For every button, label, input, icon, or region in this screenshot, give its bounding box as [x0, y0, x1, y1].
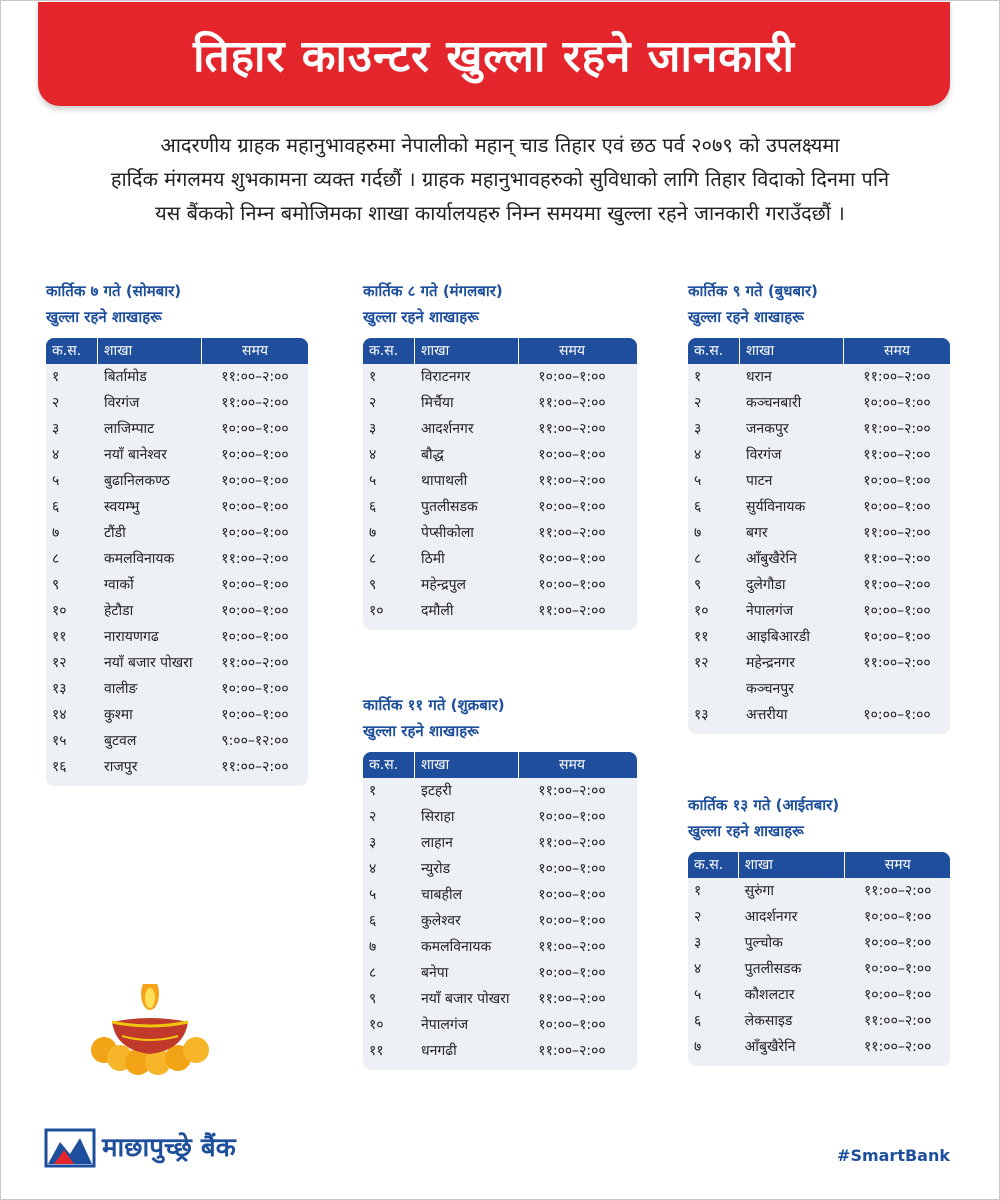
branch-table [688, 338, 950, 734]
table-row [363, 520, 637, 546]
cell-branch: राजपुर [104, 759, 138, 775]
table-row [46, 442, 308, 468]
cell-time: १०:००–१:०० [538, 1017, 606, 1033]
table-row [363, 960, 637, 986]
cell-time: ११:००–२:०० [863, 525, 931, 541]
cell-time: १०:००–१:०० [221, 707, 289, 723]
cell-branch: लाजिम्पाट [104, 421, 155, 437]
cell-serial: ८ [369, 965, 377, 981]
header-branch: शाखा [415, 752, 519, 778]
header-time: समय [242, 343, 268, 359]
cell-time: ११:००–२:०० [538, 603, 606, 619]
cell-serial: १२ [694, 655, 709, 671]
cell-branch: कौशलटार [744, 987, 795, 1003]
cell-serial: ५ [694, 473, 702, 489]
table-row [46, 728, 308, 754]
header-time: समय [884, 857, 911, 873]
cell-time: ११:००–२:०० [863, 447, 931, 463]
cell-time: १०:००–१:०० [221, 629, 289, 645]
cell-time: १०:००–१:०० [221, 577, 289, 593]
cell-branch: आँबुखैरेनि [746, 551, 797, 567]
cell-serial: २ [694, 909, 702, 925]
branch-table [688, 852, 950, 1066]
schedule-subheading: खुल्ला रहने शाखाहरू [46, 308, 162, 326]
header-branch: शाखा [739, 852, 846, 878]
cell-branch: नारायणगढ [104, 629, 159, 645]
cell-serial: २ [369, 395, 377, 411]
schedule-subheading: खुल्ला रहने शाखाहरू [363, 722, 479, 740]
table-row [688, 520, 950, 546]
table-row [363, 572, 637, 598]
cell-branch: आदर्शनगर [421, 421, 474, 437]
cell-branch: धरान [746, 369, 772, 385]
cell-serial: ९ [369, 991, 377, 1007]
schedule-day-heading: कार्तिक ८ गते (मंगलबार) [363, 282, 503, 300]
cell-time: १०:००–१:०० [864, 961, 932, 977]
table-row [363, 830, 637, 856]
table-row [363, 1012, 637, 1038]
cell-branch: बगर [746, 525, 768, 541]
table-row [363, 416, 637, 442]
cell-time: १०:००–१:०० [538, 369, 606, 385]
cell-time: ११:००–२:०० [221, 369, 289, 385]
schedule-kartik-9 [688, 278, 950, 734]
cell-branch: दमौली [421, 603, 454, 619]
cell-branch: कमलविनायक [421, 939, 492, 955]
table-row [363, 468, 637, 494]
cell-time: ११:००–२:०० [538, 939, 606, 955]
cell-serial: २ [694, 395, 702, 411]
schedule-kartik-8 [363, 278, 637, 630]
cell-branch: चाबहील [421, 887, 463, 903]
bank-name: माछापुच्छ्रे बैंक [102, 1133, 236, 1163]
cell-serial: ३ [52, 421, 60, 437]
table-row [688, 624, 950, 650]
intro-line: आदरणीय ग्राहक महानुभावहरुमा नेपालीको महान् चाड तिहार एवं छठ पर्व २०७९ को उपलक्ष्यमा [160, 133, 840, 157]
cell-serial: १६ [52, 759, 67, 775]
cell-time: ११:००–२:०० [864, 883, 932, 899]
cell-time: १०:००–१:०० [863, 395, 931, 411]
cell-time: १०:००–१:०० [538, 577, 606, 593]
table-row [46, 364, 308, 390]
cell-time: ११:००–२:०० [538, 473, 606, 489]
cell-time: १०:००–१:०० [863, 603, 931, 619]
table-row [46, 754, 308, 780]
cell-serial: १ [694, 369, 702, 385]
table-row [363, 882, 637, 908]
table-row [46, 598, 308, 624]
cell-serial: ७ [694, 1039, 702, 1055]
cell-time: ९:००–१२:०० [221, 733, 289, 749]
cell-time: १०:००–१:०० [538, 913, 606, 929]
header-time: समय [884, 343, 910, 359]
cell-branch: महेन्द्रनगर कञ्चनपुर [746, 655, 795, 697]
cell-branch: बुढानिलकण्ठ [104, 473, 170, 489]
cell-serial: १२ [52, 655, 67, 671]
schedule-day-heading: कार्तिक ७ गते (सोमबार) [46, 282, 182, 300]
table-row [688, 878, 950, 904]
cell-branch: आदर्शनगर [744, 909, 798, 925]
cell-serial: १५ [52, 733, 67, 749]
table-row [688, 1034, 950, 1060]
cell-serial: १ [52, 369, 60, 385]
intro-line: यस बैंकको निम्न बमोजिमका शाखा कार्यालयहरु निम्न समयमा खुल्ला रहने जानकारी गराउँदछौं । [155, 201, 845, 225]
cell-time: १०:००–१:०० [864, 987, 932, 1003]
cell-serial: १ [369, 369, 377, 385]
cell-time: ११:००–२:०० [863, 421, 931, 437]
cell-branch: थापाथली [421, 473, 468, 489]
table-row [688, 494, 950, 520]
table-row [688, 1008, 950, 1034]
cell-serial: ३ [694, 421, 702, 437]
table-row [688, 650, 950, 702]
cell-branch: लाहान [421, 835, 453, 851]
cell-serial: २ [52, 395, 60, 411]
cell-branch: अत्तरीया [746, 707, 788, 723]
cell-serial: १० [52, 603, 67, 619]
cell-branch: पुतलीसडक [421, 499, 478, 515]
table-row [363, 856, 637, 882]
schedule-day-heading: कार्तिक ११ गते (शुक्रबार) [363, 696, 505, 714]
cell-time: १०:००–१:०० [221, 421, 289, 437]
cell-branch: ग्वार्को [104, 577, 134, 593]
cell-time: ११:००–२:०० [864, 1039, 932, 1055]
cell-branch: नयाँ बानेश्वर [104, 447, 167, 463]
cell-serial: ४ [369, 447, 377, 463]
table-header [688, 852, 950, 878]
cell-serial: १३ [52, 681, 67, 697]
cell-time: १०:००–१:०० [863, 473, 931, 489]
cell-serial: ३ [694, 935, 702, 951]
table-row [688, 702, 950, 728]
table-row [688, 390, 950, 416]
cell-serial: ४ [369, 861, 377, 877]
hashtag: #SmartBank [837, 1146, 950, 1165]
cell-branch: वालीङ [104, 681, 138, 697]
cell-time: ११:००–२:०० [538, 991, 606, 1007]
cell-serial: ६ [694, 499, 702, 515]
intro-paragraph [30, 128, 970, 230]
table-row [363, 390, 637, 416]
cell-time: ११:००–२:०० [538, 835, 606, 851]
cell-branch: स्वयम्भु [104, 499, 140, 515]
header-branch: शाखा [98, 338, 202, 364]
cell-serial: १० [369, 1017, 384, 1033]
cell-time: ११:००–२:०० [221, 551, 289, 567]
branch-table [46, 338, 308, 786]
cell-serial: ९ [52, 577, 60, 593]
table-row [363, 804, 637, 830]
cell-time: १०:००–१:०० [538, 499, 606, 515]
table-row [46, 494, 308, 520]
cell-serial: ३ [369, 421, 377, 437]
header-serial: क.स. [363, 752, 415, 778]
cell-branch: न्युरोड [421, 861, 451, 877]
cell-time: १०:००–१:०० [221, 447, 289, 463]
table-row [688, 468, 950, 494]
cell-time: १०:००–१:०० [864, 935, 932, 951]
cell-time: १०:००–१:०० [863, 629, 931, 645]
cell-serial: ५ [694, 987, 702, 1003]
table-row [688, 598, 950, 624]
cell-serial: ५ [52, 473, 60, 489]
page-title: तिहार काउन्टर खुल्ला रहने जानकारी [193, 31, 795, 82]
cell-branch: कञ्चनबारी [746, 395, 802, 411]
cell-serial: १४ [52, 707, 67, 723]
cell-serial: ५ [369, 473, 377, 489]
cell-time: १०:००–१:०० [221, 681, 289, 697]
table-row [363, 364, 637, 390]
cell-branch: सुरुंगा [744, 883, 775, 899]
table-row [46, 650, 308, 676]
cell-time: ११:००–२:०० [864, 1013, 932, 1029]
cell-branch: हेटौडा [104, 603, 134, 619]
header-serial: क.स. [46, 338, 98, 364]
cell-serial: ७ [369, 525, 377, 541]
cell-serial: ८ [52, 551, 60, 567]
schedule-day-heading: कार्तिक १३ गते (आईतबार) [688, 796, 840, 814]
cell-branch: नेपालगंज [421, 1017, 469, 1033]
title-banner [38, 2, 950, 106]
cell-serial: ४ [52, 447, 60, 463]
table-row [363, 494, 637, 520]
schedule-subheading: खुल्ला रहने शाखाहरू [363, 308, 479, 326]
table-row [688, 904, 950, 930]
table-row [363, 778, 637, 804]
cell-time: ११:००–२:०० [538, 783, 606, 799]
cell-serial: ७ [694, 525, 702, 541]
cell-serial: ९ [694, 577, 702, 593]
cell-branch: विराटनगर [421, 369, 471, 385]
table-row [688, 416, 950, 442]
cell-serial: ७ [369, 939, 377, 955]
table-row [46, 572, 308, 598]
cell-time: ११:००–२:०० [538, 1043, 606, 1059]
cell-branch: बिर्तामोड [104, 369, 147, 385]
cell-serial: ६ [369, 499, 377, 515]
cell-branch: बुटवल [104, 733, 137, 749]
cell-time: १०:००–१:०० [221, 473, 289, 489]
cell-time: ११:००–२:०० [863, 369, 931, 385]
table-row [363, 934, 637, 960]
schedule-kartik-7 [46, 278, 308, 786]
table-header [363, 338, 637, 364]
header-serial: क.स. [688, 852, 739, 878]
header-branch: शाखा [415, 338, 519, 364]
cell-time: १०:००–१:०० [863, 707, 931, 723]
table-row [46, 520, 308, 546]
cell-serial: ११ [694, 629, 709, 645]
cell-branch: दुलेगौडा [746, 577, 786, 593]
cell-time: १०:००–१:०० [221, 603, 289, 619]
cell-time: ११:००–२:०० [863, 655, 931, 671]
cell-branch: नयाँ बजार पोखरा [104, 655, 193, 671]
table-row [688, 982, 950, 1008]
table-header [688, 338, 950, 364]
cell-serial: ३ [369, 835, 377, 851]
cell-time: १०:००–१:०० [863, 499, 931, 515]
header-time: समय [559, 757, 585, 773]
table-row [688, 930, 950, 956]
cell-time: १०:००–१:०० [864, 909, 932, 925]
cell-branch: नेपालगंज [746, 603, 794, 619]
cell-serial: १० [369, 603, 384, 619]
cell-serial: ६ [52, 499, 60, 515]
table-row [688, 956, 950, 982]
cell-branch: आइबिआरडी [746, 629, 810, 645]
cell-branch: बनेपा [421, 965, 449, 981]
header-serial: क.स. [363, 338, 415, 364]
cell-branch: महेन्द्रपुल [421, 577, 467, 593]
cell-time: ११:००–२:०० [538, 421, 606, 437]
marigold-flower [183, 1037, 209, 1063]
cell-time: ११:००–२:०० [221, 655, 289, 671]
cell-time: ११:००–२:०० [538, 525, 606, 541]
cell-branch: ठिमी [421, 551, 445, 567]
cell-branch: कमलविनायक [104, 551, 175, 567]
table-row [688, 546, 950, 572]
cell-time: १०:००–१:०० [538, 809, 606, 825]
cell-branch: पुल्चोक [744, 935, 783, 951]
cell-branch: टौंडी [104, 525, 126, 541]
cell-branch: लेकसाइड [744, 1013, 793, 1029]
cell-branch: मिर्चैया [421, 395, 454, 411]
table-row [46, 468, 308, 494]
schedule-kartik-11 [363, 692, 637, 1070]
table-row [363, 546, 637, 572]
table-row [363, 908, 637, 934]
table-row [46, 390, 308, 416]
cell-serial: ११ [52, 629, 67, 645]
cell-serial: ६ [694, 1013, 702, 1029]
table-row [46, 416, 308, 442]
cell-branch: पुतलीसडक [744, 961, 802, 977]
schedule-day-heading: कार्तिक ९ गते (बुधबार) [688, 282, 818, 300]
cell-serial: ७ [52, 525, 60, 541]
cell-time: १०:००–१:०० [221, 499, 289, 515]
table-row [46, 624, 308, 650]
cell-branch: सुर्यविनायक [746, 499, 806, 515]
table-row [688, 572, 950, 598]
cell-time: १०:००–१:०० [538, 965, 606, 981]
cell-time: १०:००–१:०० [221, 525, 289, 541]
cell-serial: १ [694, 883, 702, 899]
cell-time: १०:००–१:०० [538, 887, 606, 903]
cell-branch: पेप्सीकोला [421, 525, 474, 541]
cell-branch: कुश्मा [104, 707, 133, 723]
cell-time: १०:००–१:०० [538, 447, 606, 463]
cell-branch: विरगंज [104, 395, 140, 411]
cell-branch: इटहरी [421, 783, 452, 799]
table-row [363, 986, 637, 1012]
table-row [363, 1038, 637, 1064]
table-row [688, 442, 950, 468]
cell-branch: जनकपुर [746, 421, 789, 437]
schedule-kartik-13 [688, 792, 950, 1066]
header-branch: शाखा [740, 338, 844, 364]
cell-time: ११:००–२:०० [863, 551, 931, 567]
bank-mountain-logo-icon [44, 1124, 96, 1168]
header-serial: क.स. [688, 338, 740, 364]
schedule-subheading: खुल्ला रहने शाखाहरू [688, 308, 804, 326]
cell-branch: सिराहा [421, 809, 455, 825]
cell-branch: आँबुखैरेनि [744, 1039, 796, 1055]
cell-serial: २ [369, 809, 377, 825]
cell-serial: ११ [369, 1043, 384, 1059]
table-row [46, 546, 308, 572]
cell-time: १०:००–१:०० [538, 861, 606, 877]
bank-logo [44, 1124, 236, 1168]
cell-time: १०:००–१:०० [538, 551, 606, 567]
intro-line: हार्दिक मंगलमय शुभकामना व्यक्त गर्दछौं । ग्राहक महानुभावहरुको सुविधाको लागि तिहार विदाको दिनमा पनि [110, 167, 890, 191]
cell-time: ११:००–२:०० [221, 395, 289, 411]
table-row [363, 442, 637, 468]
cell-branch: विरगंज [746, 447, 782, 463]
table-row [46, 702, 308, 728]
cell-serial: ८ [369, 551, 377, 567]
table-row [688, 364, 950, 390]
cell-serial: ४ [694, 961, 702, 977]
table-row [46, 676, 308, 702]
cell-serial: ९ [369, 577, 377, 593]
cell-serial: १० [694, 603, 709, 619]
cell-serial: ६ [369, 913, 377, 929]
cell-serial: १३ [694, 707, 709, 723]
header-time: समय [559, 343, 585, 359]
cell-branch: कुलेश्वर [421, 913, 461, 929]
cell-time: ११:००–२:०० [863, 577, 931, 593]
cell-serial: ४ [694, 447, 702, 463]
cell-serial: ५ [369, 887, 377, 903]
cell-time: ११:००–२:०० [538, 395, 606, 411]
cell-branch: धनगढी [421, 1043, 457, 1059]
branch-table [363, 752, 637, 1070]
cell-serial: १ [369, 783, 377, 799]
diya-lamp-illustration [86, 984, 214, 1080]
table-header [363, 752, 637, 778]
cell-branch: नयाँ बजार पोखरा [421, 991, 510, 1007]
cell-time: ११:००–२:०० [221, 759, 289, 775]
table-row [363, 598, 637, 624]
schedule-subheading: खुल्ला रहने शाखाहरू [688, 822, 804, 840]
branch-table [363, 338, 637, 630]
table-header [46, 338, 308, 364]
cell-branch: बौद्ध [421, 447, 444, 463]
flame-inner [145, 988, 155, 1008]
cell-branch: पाटन [746, 473, 773, 489]
cell-serial: ८ [694, 551, 702, 567]
